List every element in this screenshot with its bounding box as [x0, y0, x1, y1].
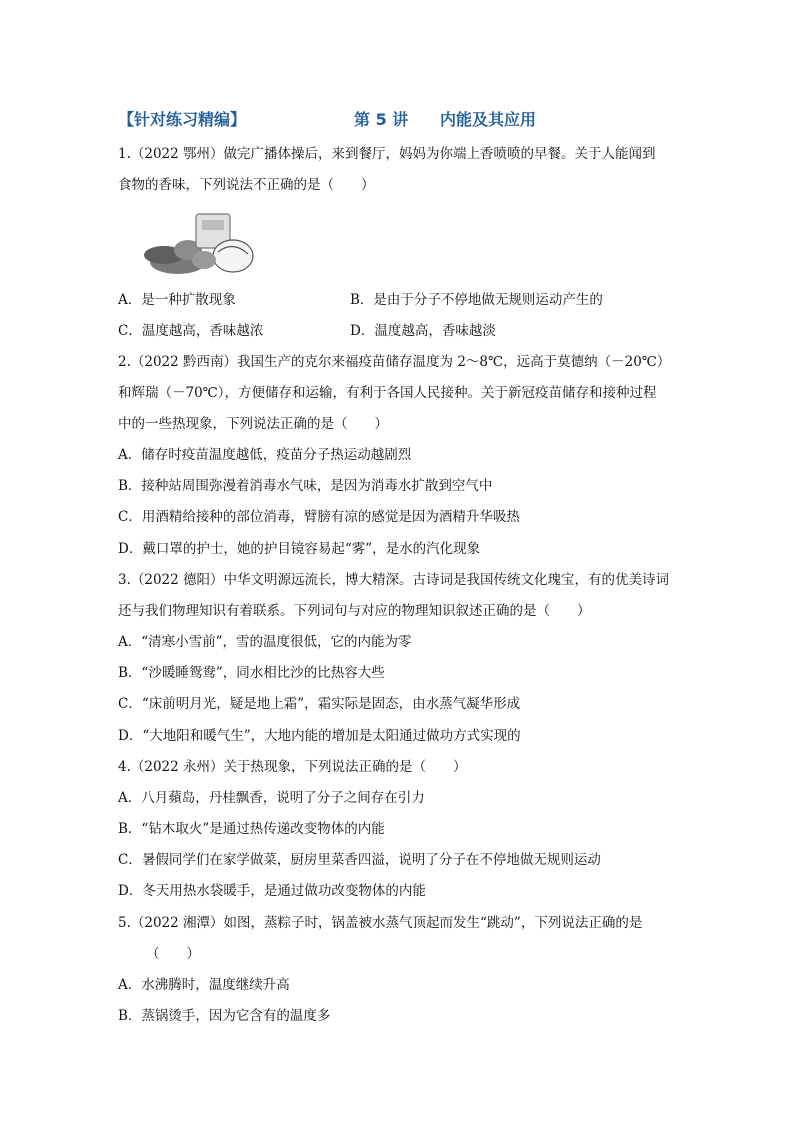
q4-option-b: B．“钻木取火”是通过热传递改变物体的内能	[118, 821, 385, 837]
breakfast-food-illustration-icon	[138, 200, 256, 280]
q5-stem-line2: （ ）	[146, 946, 200, 962]
q4-option-a: A．八月蘋岛，丹桂飘香，说明了分子之间存在引力	[118, 790, 425, 806]
header-lecture-number: 第 5 讲	[354, 110, 409, 129]
q3-option-b: B．“沙暖睡鸳鸯”，同水相比沙的比热容大些	[118, 665, 385, 681]
q1-option-d: D．温度越高，香味越淡	[350, 323, 496, 339]
q5-option-a: A．水沸腾时，温度继续升高	[118, 977, 290, 993]
q2-option-a: A．储存时疫苗温度越低，疫苗分子热运动越剧烈	[118, 447, 412, 463]
q2-option-c: C．用酒精给接种的部位消毒，臂膀有凉的感觉是因为酒精升华吸热	[118, 509, 520, 525]
header-topic: 内能及其应用	[440, 110, 537, 129]
q2-stem-line2: 和辉瑞（－70℃），方便储存和运输，有利于各国人民接种。关于新冠疫苗储存和接种过程	[118, 385, 657, 401]
q1-option-a: A．是一种扩散现象	[118, 292, 236, 308]
q3-option-a: A．“清寒小雪前”，雪的温度很低，它的内能为零	[118, 634, 412, 650]
q1-option-c: C．温度越高，香味越浓	[118, 323, 264, 339]
q4-option-d: D．冬天用热水袋暖手，是通过做功改变物体的内能	[118, 883, 426, 899]
q3-stem-line1: 3.（2022 德阳）中华文明源远流长，博大精深。古诗词是我国传统文化瑰宝，有的优美诗词	[118, 572, 670, 588]
q5-option-b: B．蒸锅烫手，因为它含有的温度多	[118, 1008, 331, 1024]
q2-stem-line1: 2.（2022 黔西南）我国生产的克尔来福疫苗储存温度为 2～8℃，远高于莫德纳（－20℃）	[118, 354, 671, 370]
q5-stem-line1: 5.（2022 湘潭）如图，蒸粽子时，锅盖被水蒸气顶起而发生“跳动”，下列说法正确的是	[118, 915, 643, 931]
q3-option-c: C．“床前明月光，疑是地上霜”，霜实际是固态，由水蒸气凝华形成	[118, 696, 521, 712]
q3-stem-line2: 还与我们物理知识有着联系。下列词句与对应的物理知识叙述正确的是（ ）	[118, 603, 591, 619]
q2-option-d: D．戴口罩的护士，她的护目镜容易起“雾”，是水的汽化现象	[118, 541, 481, 557]
q4-option-c: C．暑假同学们在家学做菜，厨房里菜香四溢，说明了分子在不停地做无规则运动	[118, 852, 601, 868]
q2-stem-line3: 中的一些热现象，下列说法正确的是（ ）	[118, 416, 388, 432]
q1-option-b: B．是由于分子不停地做无规则运动产生的	[350, 292, 603, 308]
header-series-title: 【针对练习精编】	[118, 110, 247, 129]
q1-stem-line1: 1.（2022 鄂州）做完广播体操后，来到餐厅，妈妈为你端上香喷喷的早餐。关于人能闻到	[118, 146, 656, 162]
q1-stem-line2: 食物的香味，下列说法不正确的是（ ）	[118, 177, 375, 193]
q3-option-d: D．“大地阳和暖气生”，大地内能的增加是太阳通过做功方式实现的	[118, 728, 521, 744]
q2-option-b: B．接种站周围弥漫着消毒水气味，是因为消毒水扩散到空气中	[118, 478, 493, 494]
q4-stem-line1: 4.（2022 永州）关于热现象，下列说法正确的是（ ）	[118, 759, 467, 775]
